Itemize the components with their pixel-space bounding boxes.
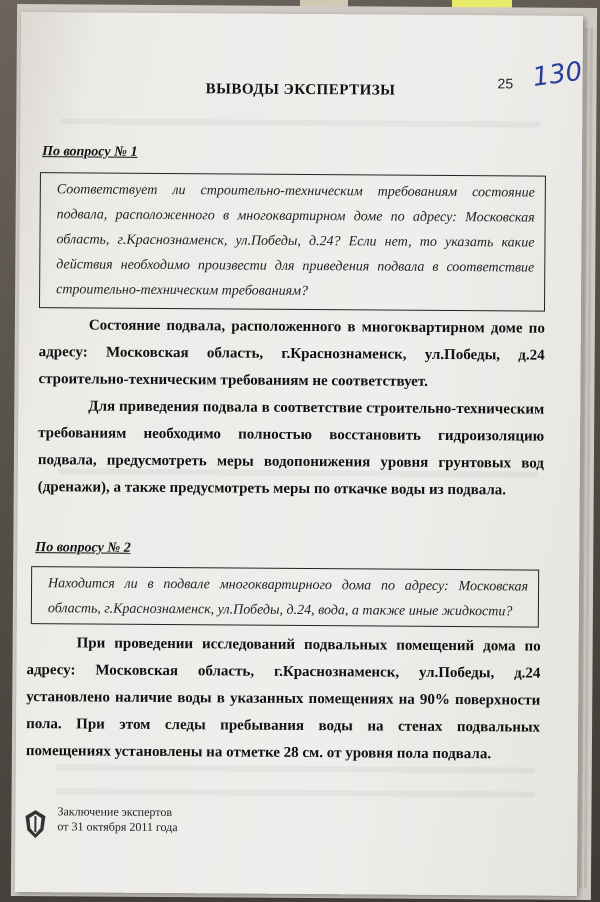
page-stack: [11, 4, 597, 900]
question-2-label: По вопросу № 2: [35, 540, 131, 556]
emblem-icon: [21, 808, 49, 840]
question-1-text: Соответствует ли строительно-техническим требованиям состояние подвала, расположенного в многоквартирном доме по адресу: Московская область, г.Краснознаменск, ул.Победы, д.24? Если нет, то указать какие действия необходимо произвести для приведения подвала в соответствие строительно-техническим требованиям?: [56, 182, 535, 300]
handwritten-page-number: 130: [530, 56, 585, 93]
question-1-label: По вопросу № 1: [42, 144, 138, 160]
answer-2: [26, 630, 541, 769]
answer-1-paragraph-2: Для приведения подвала в соответствие строительно-техническим требованиям необходимо полностью восстановить гидроизоляцию подвала, предусмотреть меры водопонижения уровня грунтовых вод (дренажи), а также предусмотреть меры по откачке воды из подвала.: [37, 398, 545, 499]
answer-1: [38, 312, 545, 505]
show-through-text: [56, 788, 536, 797]
answer-2-paragraph-1: При проведении исследований подвальных помещений дома по адресу: Московская область, г.Краснознаменск, ул.Победы, д.24 установлено наличие воды в указанных помещениях на 90% поверхности пола. При этом следы пребывания воды на стенах подвальных помещениях установлены на отметке 28 см. от уровня пола подвала.: [25, 635, 541, 763]
show-through-text: [60, 118, 540, 127]
question-2-text: Находится ли в подвале многоквартирного дома по адресу: Московская область, г.Краснознаменск, ул.Победы, д.24, вода, а также иные жидкости?: [47, 576, 529, 620]
footer: [57, 804, 177, 835]
footer-line-2: от 31 октября 2011 года: [57, 819, 178, 835]
question-2-box: [31, 566, 539, 628]
question-1-box: [39, 172, 546, 312]
document-page: [15, 12, 583, 896]
page-number: 25: [497, 75, 514, 92]
footer-line-1: Заключение экспертов: [57, 804, 173, 820]
page-title: ВЫВОДЫ ЭКСПЕРТИЗЫ: [205, 81, 396, 99]
answer-1-paragraph-1: Состояние подвала, расположенного в многоквартирном доме по адресу: Московская область, г.Краснознаменск, ул.Победы, д.24 строительно-техническим требованиям не соответствует.: [38, 317, 545, 390]
